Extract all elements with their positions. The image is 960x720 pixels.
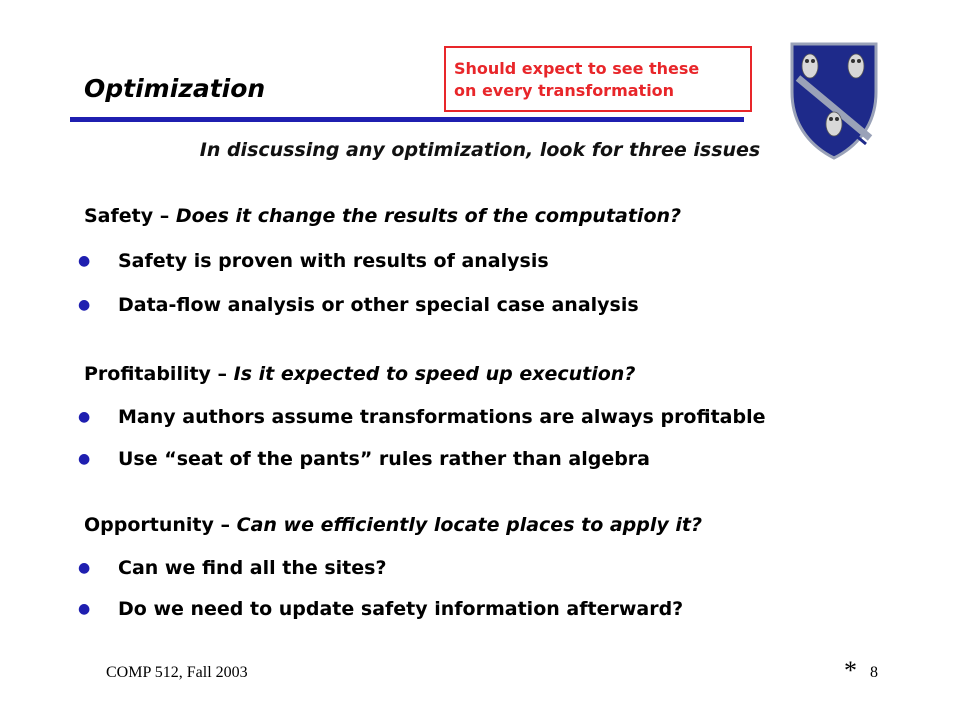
list-item	[78, 406, 765, 428]
bullet-text: Can we find all the sites?	[118, 557, 387, 579]
footer-course: COMP 512, Fall 2003	[106, 664, 248, 681]
bullet-text: Use “seat of the pants” rules rather than algebra	[118, 448, 650, 470]
callout-box	[444, 46, 752, 112]
section-label: Safety –	[84, 205, 176, 227]
list-item	[78, 557, 386, 579]
bullet-icon: ●	[78, 253, 91, 269]
section-safety-heading	[84, 205, 681, 227]
section-question: Can we efficiently locate places to apply it?	[236, 514, 703, 536]
slide-subtitle: In discussing any optimization, look for three issues	[199, 139, 761, 161]
list-item	[78, 448, 650, 470]
bullet-text: Do we need to update safety information afterward?	[118, 598, 684, 620]
bullet-icon: ●	[78, 451, 91, 467]
section-profitability-heading	[84, 363, 635, 385]
bullet-text: Many authors assume transformations are always profitable	[118, 406, 766, 428]
page-number: 8	[870, 664, 878, 681]
slide-title: Optimization	[84, 74, 266, 103]
bullet-icon: ●	[78, 409, 91, 425]
section-question: Is it expected to speed up execution?	[233, 363, 636, 385]
callout-line-2: on every transformation	[454, 81, 675, 100]
section-opportunity-heading	[84, 514, 702, 536]
callout-line-1: Should expect to see these	[454, 59, 700, 78]
list-item	[78, 294, 639, 316]
bullet-icon: ●	[78, 601, 91, 617]
bullet-icon: ●	[78, 560, 91, 576]
section-label: Profitability –	[84, 363, 234, 385]
list-item	[78, 598, 683, 620]
list-item	[78, 250, 549, 272]
footer-star: *	[844, 656, 857, 685]
bullet-icon: ●	[78, 297, 91, 313]
section-label: Opportunity –	[84, 514, 237, 536]
bullet-text: Data-flow analysis or other special case analysis	[118, 294, 639, 316]
section-question: Does it change the results of the computation?	[175, 205, 682, 227]
title-underline	[70, 117, 744, 122]
bullet-text: Safety is proven with results of analysis	[118, 250, 549, 272]
